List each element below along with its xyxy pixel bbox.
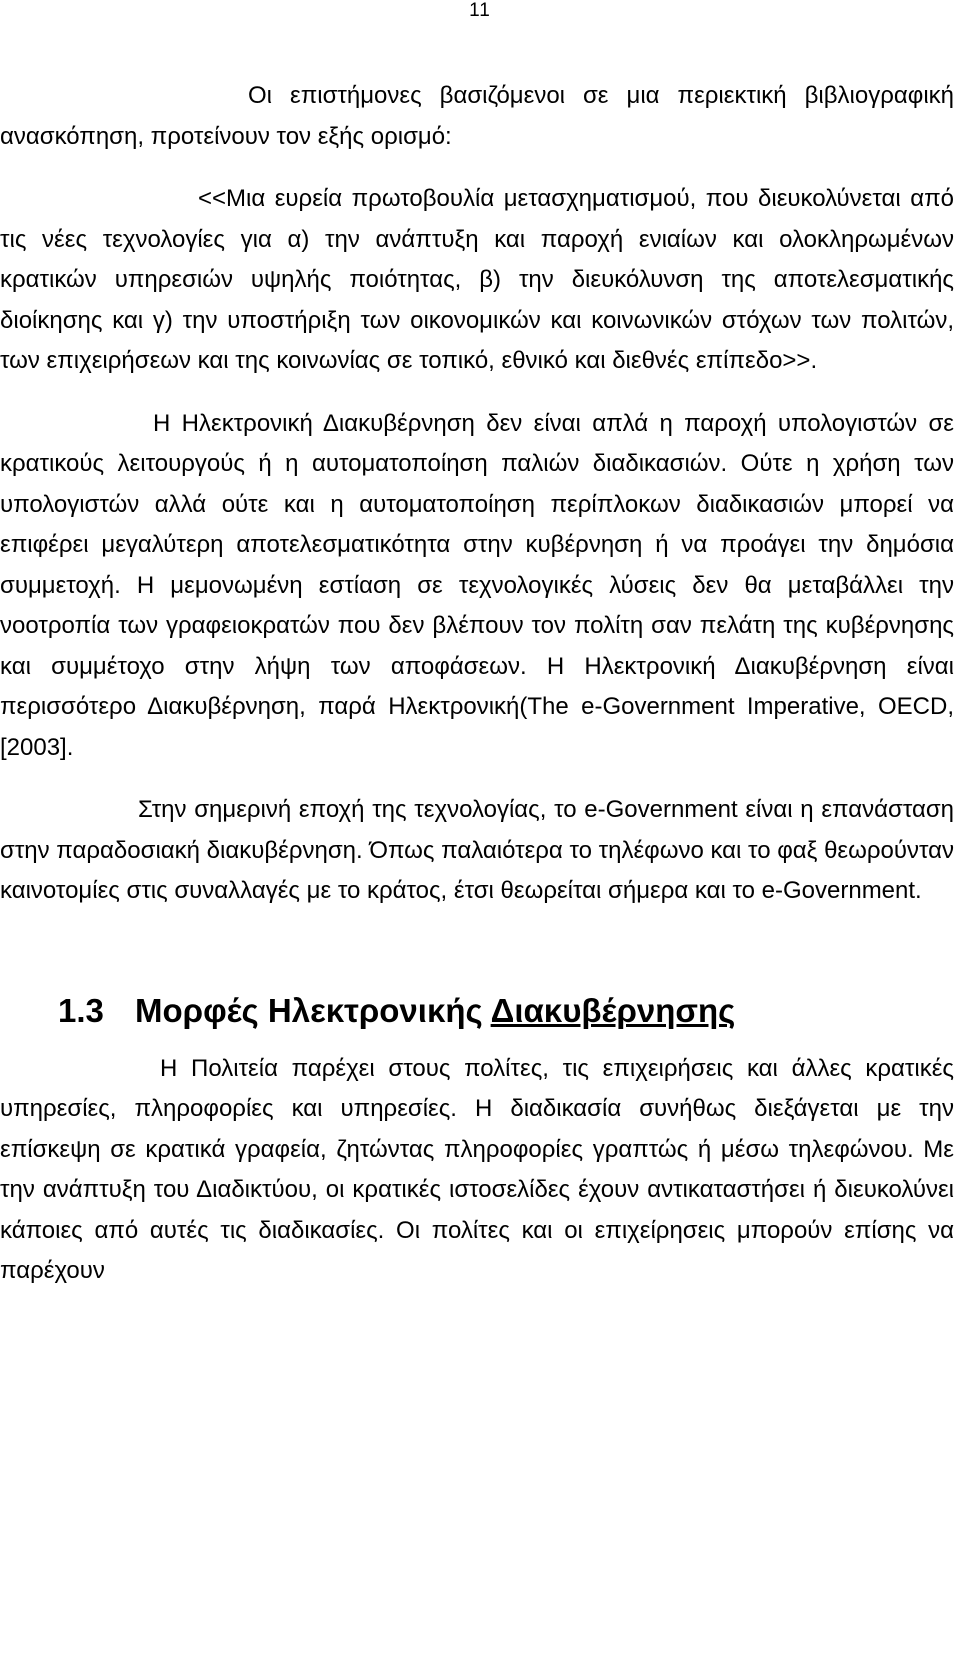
section-title bbox=[135, 992, 735, 1029]
paragraph-egov: Η Ηλεκτρονική Διακυβέρνηση δεν είναι απλά η παροχή υπολογιστών σε κρατικούς λειτουργούς ή η αυτοματοποίηση παλιών διαδικασιών. Ούτε η χρήση των υπολογιστών αλλά ούτε και η αυτοματοποίηση περίπλοκων διαδικασιών μπορεί να επιφέρει μεγαλύτερη αποτελεσματικότητα στην κυβέρνηση ή να προάγει την δημόσια συμμετοχή. Η μεμονωμένη εστίαση σε τεχνολογικές λύσεις δεν θα μεταβάλλει την νοοτροπία των γραφειοκρατών που δεν βλέπουν τον πολίτη σαν πελάτη της κυβέρνησης και συμμέτοχο στην λήψη των αποφάσεων. Η Ηλεκτρονική Διακυβέρνηση είναι περισσότερο Διακυβέρνηση, παρά Ηλεκτρονική(The e-Government Imperative, OECD, [2003]. bbox=[0, 409, 954, 761]
paragraph-revolution: Στην σημερινή εποχή της τεχνολογίας, το e-Government είναι η επανάσταση στην παραδοσιακή διακυβέρνηση. Όπως παλαιότερα το τηλέφωνο και το φαξ θεωρούνταν καινοτομίες στις συναλλαγές με το κράτος, έτσι θεωρείται σήμερα και το e-Government. bbox=[0, 796, 954, 904]
paragraph-state: Η Πολιτεία παρέχει στους πολίτες, τις επιχειρήσεις και άλλες κρατικές υπηρεσίες, πληροφορίες και υπηρεσίες. Η διαδικασία συνήθως διεξάγεται με την επίσκεψη σε κρατικά γραφεία, ζητώντας πληροφορίες γραπτώς ή μέσω τηλεφώνου. Με την ανάπτυξη του Διαδικτύου, οι κρατικές ιστοσελίδες έχουν αντικαταστήσει ή διευκολύνει κάποιες από αυτές τις διαδικασίες. Οι πολίτες και οι επιχείρησεις μπορούν επίσης να παρέχουν bbox=[0, 1054, 954, 1284]
paragraph-intro: Οι επιστήμονες βασιζόμενοι σε μια περιεκτική βιβλιογραφική ανασκόπηση, προτείνουν τον εξής ορισμό: bbox=[0, 82, 954, 150]
paragraph-definition: <<Μια ευρεία πρωτοβουλία μετασχηματισμού, που διευκολύνεται από τις νέες τεχνολογίες για α) την ανάπτυξη και παροχή ενιαίων και ολοκληρωμένων κρατικών υπηρεσιών υψηλής ποιότητας, β) την διευκόλυνση της αποτελεσματικής διοίκησης και γ) την υποστήριξη των οικονομικών και κοινωνικών στόχων των πολιτών, των επιχειρήσεων και της κοινωνίας σε τοπικό, εθνικό και διεθνές επίπεδο>>. bbox=[0, 185, 954, 374]
page-number: 11 bbox=[469, 0, 491, 21]
document-body bbox=[0, 76, 954, 1292]
section-number: 1.3 bbox=[58, 991, 104, 1029]
section-heading bbox=[0, 981, 954, 1041]
section-title-plain: Μορφές Ηλεκτρονικής bbox=[135, 991, 491, 1029]
section-title-underlined: Διακυβέρνησης bbox=[490, 991, 736, 1029]
